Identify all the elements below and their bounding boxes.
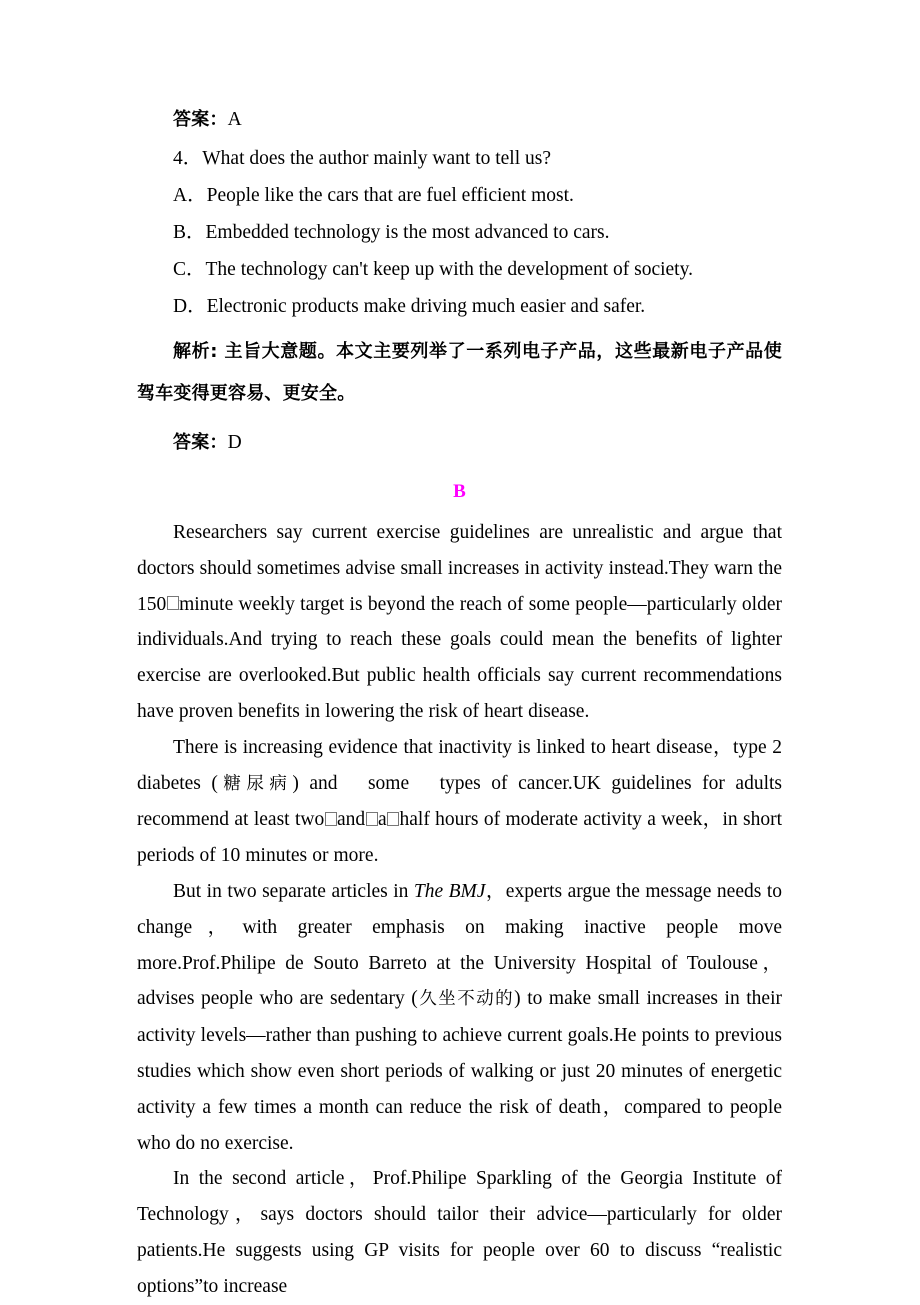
option-c[interactable] (137, 251, 782, 288)
option-b-text: Embedded technology is the most advanced to cars. (205, 222, 610, 243)
missing-glyph-box (167, 596, 179, 610)
answer-line-top (137, 100, 782, 140)
question-stem (137, 140, 782, 177)
option-a[interactable] (137, 177, 782, 214)
option-a-letter: A． (173, 185, 207, 206)
answer-label-bottom: 答案： (173, 432, 228, 453)
journal-title: The BMJ (413, 880, 486, 902)
missing-glyph-box (366, 812, 378, 826)
passage-paragraph-2: There is increasing evidence that inactivity is linked to heart disease，type 2 diabetes (糖尿病) and some types of cancer.UK guidelines for adults recommend at least two and a half hours of moderate activity a week，in short periods of 10 minutes or more. (137, 736, 782, 867)
option-a-text: People like the cars that are fuel efficient most. (206, 185, 574, 206)
answer-value-top: A (227, 109, 242, 130)
explanation-text: 主旨大意题。本文主要列举了一系列电子产品，这些最新电子产品使驾车变得更容易、更安全。 (137, 341, 782, 404)
chinese-gloss: 糖尿病 (217, 773, 293, 794)
missing-glyph-box (325, 812, 337, 826)
question-text: What does the author mainly want to tell us? (202, 148, 552, 169)
question-number: 4． (173, 148, 203, 169)
explanation-block (137, 331, 782, 415)
option-d[interactable] (137, 288, 782, 325)
missing-glyph-box (387, 812, 399, 826)
chinese-gloss: 久坐不动的 (417, 989, 515, 1010)
option-d-letter: D． (173, 296, 207, 317)
explanation-label: 解析: (173, 341, 218, 362)
passage-paragraph-3: But in two separate articles in The BMJ，experts argue the message needs to change，with greater emphasis on making inactive people move more.Prof.Philipe de Souto Barreto at the University Hospital of Toulouse，advises people who are sedentary (久坐不动的) to make small increases in their activity levels—rather than pushing to achieve current goals.He points to previous studies which show even short periods of walking or just 20 minutes of energetic activity a few times a month can reduce the risk of death，compared to people who do no exercise. (137, 880, 782, 1154)
answer-label-top: 答案： (173, 109, 228, 130)
answer-line-bottom (137, 423, 782, 463)
option-c-letter: C． (173, 259, 206, 280)
option-c-text: The technology can't keep up with the development of society. (205, 259, 693, 280)
option-b[interactable] (137, 214, 782, 251)
passage-paragraph-1: Researchers say current exercise guidelines are unrealistic and argue that doctors should sometimes advise small increases in activity instead.They warn the 150 minute weekly target is beyond the reach of some people—particularly older individuals.And trying to reach these goals could mean the benefits of lighter exercise are overlooked.But public health officials say current recommendations have proven benefits in lowering the risk of heart disease. (137, 522, 782, 722)
passage-paragraph-4: In the second article，Prof.Philipe Sparkling of the Georgia Institute of Technology，says doctors should tailor their advice—particularly for older patients.He suggests using GP visits for people over 60 to discuss “realistic options”to increase (137, 1168, 782, 1297)
answer-value-bottom: D (227, 432, 242, 453)
option-b-letter: B． (173, 222, 206, 243)
option-d-text: Electronic products make driving much easier and safer. (206, 296, 646, 317)
section-heading: B (453, 481, 466, 502)
